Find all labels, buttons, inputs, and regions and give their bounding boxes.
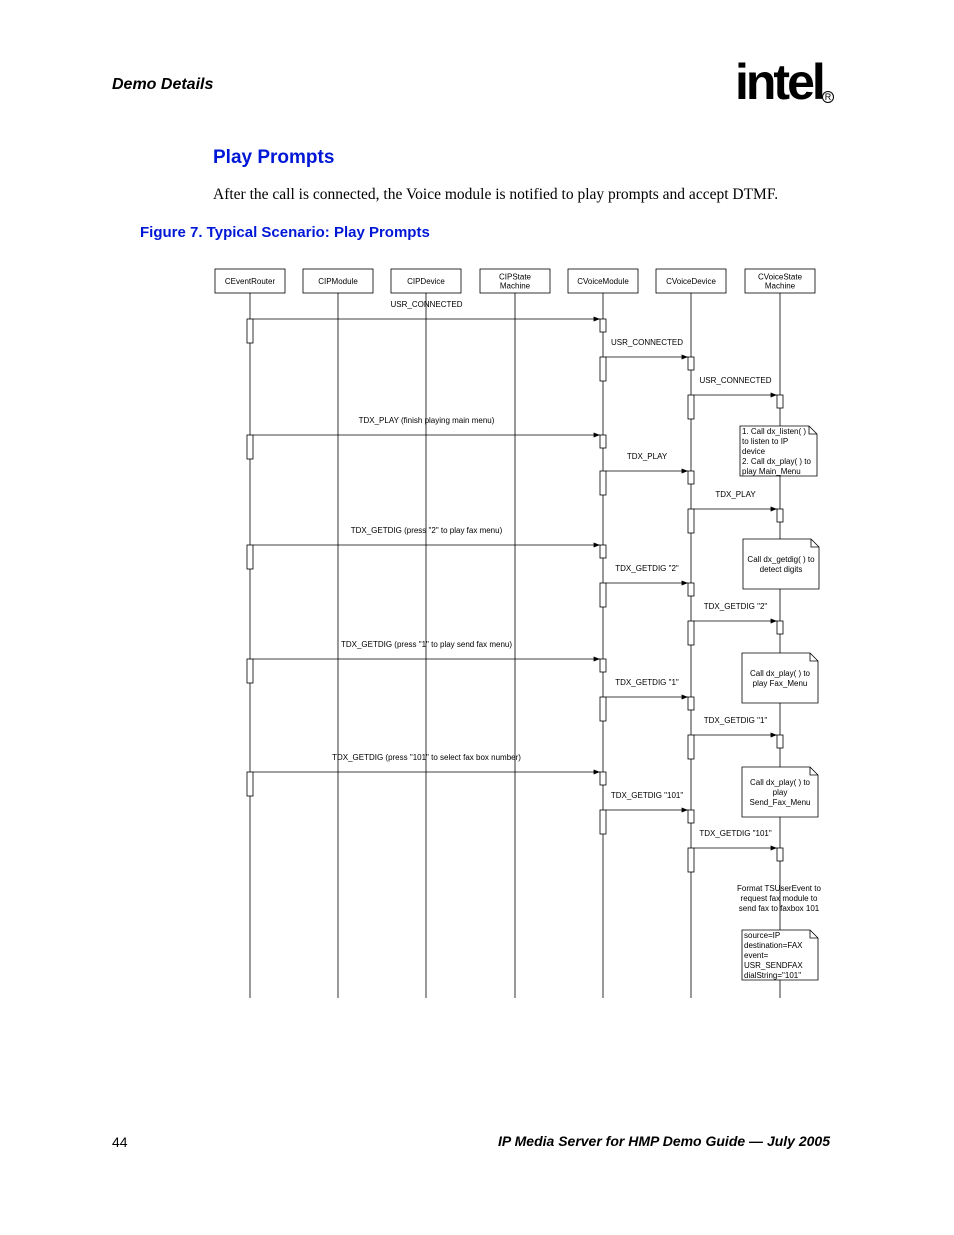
intro-paragraph: After the call is connected, the Voice module is notified to play prompts and accept DTMF. [213, 186, 779, 203]
activation-sender [600, 810, 606, 834]
note-text: USR_SENDFAX [744, 961, 803, 970]
activation-sender [600, 471, 606, 495]
activation-receiver [688, 697, 694, 710]
message-label: TDX_GETDIG "2" [615, 564, 679, 573]
registered-mark-icon: R [822, 91, 834, 103]
lifeline-label-4: CVoiceModule [577, 277, 629, 286]
footer-doc-title: IP Media Server for HMP Demo Guide — July 2005 [498, 1133, 830, 1149]
lifeline-label-5: CVoiceDevice [666, 277, 716, 286]
activation-sender [688, 509, 694, 533]
note-text: send fax to faxbox 101 [738, 904, 820, 913]
activation-sender [247, 545, 253, 569]
note-text: play [772, 788, 788, 797]
activation-receiver [600, 545, 606, 558]
note-text: Send_Fax_Menu [749, 798, 811, 807]
note-text: play Main_Menu [742, 467, 801, 476]
intel-logo-wordmark: intel [735, 54, 823, 110]
note-text: Call dx_play( ) to [749, 669, 811, 678]
activation-receiver [777, 395, 783, 408]
lifeline-label-2: CIPDevice [407, 277, 445, 286]
message-label: TDX_PLAY [715, 490, 756, 499]
activation-receiver [600, 435, 606, 448]
note-text: event= [744, 951, 769, 960]
note-text: detect digits [759, 565, 803, 574]
section-title: Play Prompts [213, 147, 335, 168]
activation-receiver [600, 659, 606, 672]
message-label: TDX_GETDIG "101" [610, 791, 684, 800]
message-label: TDX_GETDIG (press "2" to play fax menu) [350, 526, 503, 535]
activation-receiver [688, 357, 694, 370]
activation-sender [600, 697, 606, 721]
note-box [742, 653, 818, 703]
page-number: 44 [112, 1134, 128, 1150]
activation-receiver [688, 471, 694, 484]
note-text: destination=FAX [744, 941, 803, 950]
activation-sender [688, 395, 694, 419]
activation-receiver [777, 848, 783, 861]
activation-receiver [777, 509, 783, 522]
note-box [743, 539, 819, 589]
activation-receiver [777, 621, 783, 634]
message-label: USR_CONNECTED [699, 376, 772, 385]
lifeline-label-3: CIPState [498, 272, 532, 282]
message-label: TDX_GETDIG "2" [703, 602, 768, 611]
message-label: TDX_GETDIG "1" [703, 716, 768, 725]
activation-sender [247, 319, 253, 343]
note-text: dialString="101" [744, 971, 802, 980]
activation-sender [688, 735, 694, 759]
note-text: 2. Call dx_play( ) to [742, 457, 811, 466]
activation-sender [247, 772, 253, 796]
lifeline-label-1: CIPModule [318, 277, 358, 286]
lifeline-label-6: CVoiceState [757, 272, 803, 282]
note-text: source=IP [744, 931, 781, 940]
note-text: device [742, 447, 766, 456]
note-text: 1. Call dx_listen( ) [742, 427, 807, 436]
note-text: Format TSUserEvent to [737, 884, 821, 893]
activation-sender [247, 435, 253, 459]
figure-caption: Figure 7. Typical Scenario: Play Prompts [140, 224, 430, 241]
activation-receiver [600, 772, 606, 785]
lifeline-label-6: Machine [764, 281, 796, 291]
message-label: TDX_GETDIG "101" [699, 829, 772, 838]
note-text: request fax module to [740, 894, 818, 903]
note-text: to listen to IP [742, 437, 789, 446]
message-label: TDX_GETDIG (press "1" to play send fax menu) [340, 640, 513, 649]
activation-sender [600, 583, 606, 607]
message-label: TDX_PLAY (finish playing main menu) [358, 416, 495, 425]
activation-receiver [600, 319, 606, 332]
message-label: USR_CONNECTED [390, 300, 463, 309]
activation-sender [688, 621, 694, 645]
message-label: TDX_PLAY [626, 452, 668, 461]
activation-receiver [688, 810, 694, 823]
lifeline-label-0: CEventRouter [224, 277, 276, 286]
message-label: USR_CONNECTED [610, 338, 684, 347]
activation-receiver [777, 735, 783, 748]
note-text: play Fax_Menu [752, 679, 808, 688]
activation-receiver [688, 583, 694, 596]
note-text: Call dx_play( ) to [749, 778, 811, 787]
activation-sender [688, 848, 694, 872]
activation-sender [247, 659, 253, 683]
lifeline-label-3: Machine [499, 281, 531, 291]
running-header-section: Demo Details [112, 76, 214, 93]
message-label: TDX_GETDIG (press "101" to select fax box number) [332, 753, 521, 762]
activation-sender [600, 357, 606, 381]
message-label: TDX_GETDIG "1" [615, 678, 679, 687]
note-text: Call dx_getdig( ) to [747, 555, 815, 564]
